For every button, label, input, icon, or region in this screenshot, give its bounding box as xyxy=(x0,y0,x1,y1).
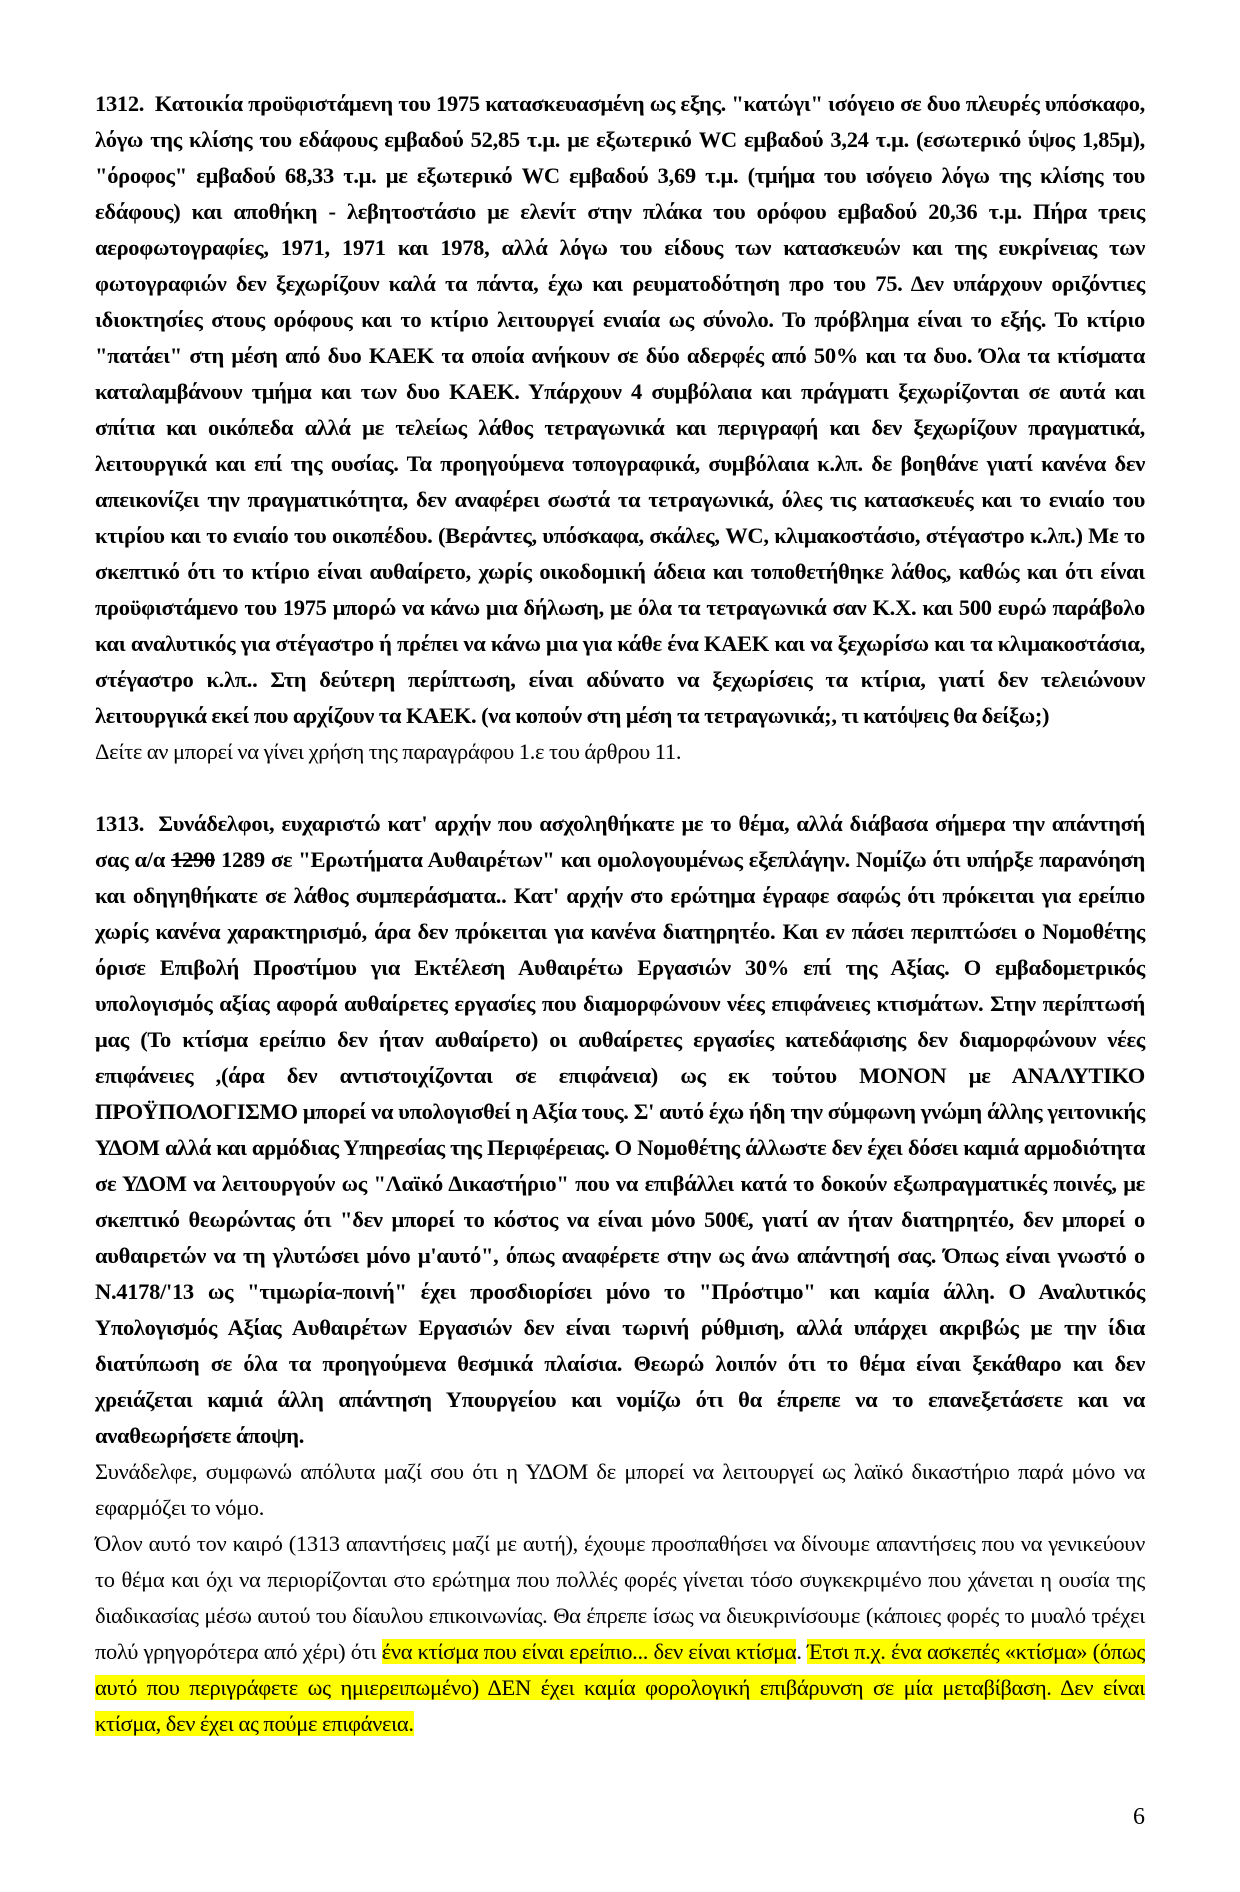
highlighted-text: Έτσι π.χ. ένα ασκεπές «κτίσμα» (όπως αυτό που περιγράφετε ως ημιερειπωμένο) ΔΕΝ έχει καμία φορολογική επιβάρυνση σε μία μεταβίβαση. Δεν είναι κτίσμα, δεν έχει ας πούμε επιφάνεια. xyxy=(95,1639,1145,1736)
entry-1313-question xyxy=(95,806,1145,1454)
question-text: Κατοικία προϋφιστάμενη του 1975 κατασκευασμένη ως εξης. "κατώγι" ισόγειο σε δυο πλευρές υπόσκαφο, λόγω της κλίσης του εδάφους εμβαδού 52,85 τ.μ. με εξωτερικό WC εμβαδού 3,24 τ.μ. (εσωτερικό ύψος 1,85μ), "όροφος" εμβαδού 68,33 τ.μ. με εξωτερικό WC εμβαδού 3,69 τ.μ. (τμήμα του ισόγειο λόγω της κλίσης του εδάφους) και αποθήκη - λεβητοστάσιο με ελενίτ στην πλάκα του ορόφου εμβαδού 20,36 τ.μ. Πήρα τρεις αεροφωτογραφίες, 1971, 1971 και 1978, αλλά λόγω του είδους των κατασκευών και της ευκρίνειας των φωτογραφιών δεν ξεχωρίζουν καλά τα πάντα, έχω και ρευματοδότηση προ του 75. Δεν υπάρχουν οριζόντιες ιδιοκτησίες στους ορόφους και το κτίριο λειτουργεί ενιαία ως σύνολο. Το πρόβλημα είναι το εξής. Το κτίριο "πατάει" στη μέση από δυο ΚΑΕΚ τα οποία ανήκουν σε δύο αδερφές από 50% και τα δυο. Όλα τα κτίσματα καταλαμβάνουν τμήμα και των δυο ΚΑΕΚ. Υπάρχουν 4 συμβόλαια και πράγματι ξεχωρίζονται σε αυτά και σπίτια και οικόπεδα αλλά με τελείως λάθος τετραγωνικά και περιγραφή και δεν ξεχωρίζουν πραγματικά, λειτουργικά και επί της ουσίας. Τα προηγούμενα τοπογραφικά, συμβόλαια κ.λπ. δε βοηθάνε γιατί κανένα δεν απεικονίζει την πραγματικότητα, δεν αναφέρει σωστά τα τετραγωνικά, όλες τις κατασκευές και το ενιαίο του κτιρίου και το ενιαίο του οικοπέδου. (Βεράντες, υπόσκαφα, σκάλες, WC, κλιμακοστάσιο, στέγαστρο κ.λπ.) Με το σκεπτικό ότι το κτίριο είναι αυθαίρετο, χωρίς οικοδομική άδεια και τοποθετήθηκε λάθος, καθώς και ότι είναι προϋφιστάμενο του 1975 μπορώ να κάνω μια δήλωση, με όλα τα τετραγωνικά σαν Κ.Χ. και 500 ευρώ παράβολο και αναλυτικός για στέγαστρο ή πρέπει να κάνω μια για κάθε ένα ΚΑΕΚ και να ξεχωρίσω και τα κλιμακοστάσια, στέγαστρο κ.λπ.. Στη δεύτερη περίπτωση, είναι αδύνατο να ξεχωρίσεις τα κτίρια, γιατί δεν τελειώνουν λειτουργικά εκεί που αρχίζουν τα ΚΑΕΚ. (να κοπούν στη μέση τα τετραγωνικά;, τι κατόψεις θα δείξω;) xyxy=(95,91,1146,728)
entry-1313-answer-1 xyxy=(95,1454,1145,1526)
page-footer xyxy=(95,1802,1145,1832)
answer-text: Συνάδελφε, συμφωνώ απόλυτα μαζί σου ότι η ΥΔΟΜ δε μπορεί να λειτουργεί ως λαϊκό δικαστήριο παρά μόνο να εφαρμόζει το νόμο. xyxy=(95,1459,1145,1520)
entry-number: 1312. xyxy=(95,91,145,116)
spacer xyxy=(95,770,1145,806)
separator: . xyxy=(796,1639,802,1664)
highlighted-text: ένα κτίσμα που είναι ερείπιο... δεν είναι κτίσμα xyxy=(381,1639,797,1664)
answer-text: Δείτε αν μπορεί να γίνει χρήση της παραγράφου 1.ε του άρθρου 11. xyxy=(95,739,682,764)
question-text-part2: 1289 σε "Ερωτήματα Αυθαιρέτων" και ομολογουμένως εξεπλάγην. Νομίζω ότι υπήρξε παρανόηση και οδηγηθήκατε σε λάθος συμπεράσματα.. Κατ' αρχήν στο ερώτημα έγραφε σαφώς ότι πρόκειται για ερείπιο χωρίς κανένα χαρακτηρισμό, άρα δεν πρόκειται για κανένα διατηρητέο. Και εν πάσει περιπτώσει ο Νομοθέτης όρισε Επιβολή Προστίμου για Εκτέλεση Αυθαιρέτω Εργασιών 30% επί της Αξίας. Ο εμβαδομετρικός υπολογισμός αξίας αφορά αυθαίρετες εργασίες που διαμορφώνουν νέες επιφάνειες κτισμάτων. Στην περίπτωσή μας (Το κτίσμα ερείπιο δεν ήταν αυθαίρετο) οι αυθαίρετες εργασίες κατεδάφισης δεν διαμορφώνουν νέες επιφάνειες ,(άρα δεν αντιστοιχίζονται σε επιφάνεια) ως εκ τούτου ΜΟΝΟΝ με ΑΝΑΛΥΤΙΚΟ ΠΡΟΫΠΟΛΟΓΙΣΜΟ μπορεί να υπολογισθεί η Αξία τους. Σ' αυτό έχω ήδη την σύμφωνη γνώμη άλλης γειτονικής ΥΔΟΜ αλλά και αρμόδιας Υπηρεσίας της Περιφέρειας. Ο Νομοθέτης άλλωστε δεν έχει δόσει καμιά αρμοδιότητα σε ΥΔΟΜ να λειτουργούν ως "Λαϊκό Δικαστήριο" που να επιβάλλει κατά το δοκούν εξωπραγματικές ποινές, με σκεπτικό θεωρώντας ότι "δεν μπορεί το κόστος να είναι μόνο 500€, γιατί αν ήταν διατηρητέο, δεν μπορεί ο αυθαιρετών να τη γλυτώσει μόνο μ'αυτό", όπως αναφέρετε στην ως άνω απάντησή σας. Όπως είναι γνωστό ο Ν.4178/'13 ως "τιμωρία-ποινή" έχει προσδιορίσει μόνο το "Πρόστιμο" και καμία άλλη. Ο Αναλυτικός Υπολογισμός Αξίας Αυθαιρέτων Εργασιών δεν είναι τωρινή ρύθμιση, αλλά υπάρχει ακριβώς με την ίδια διατύπωση σε όλα τα προηγούμενα θεσμικά πλαίσια. Θεωρώ λοιπόν ότι το θέμα είναι ξεκάθαρο και δεν χρειάζεται καμιά άλλη απάντηση Υπουργείου και νομίζω ότι θα έπρεπε να το επανεξετάσετε και να αναθεωρήσετε άποψη. xyxy=(95,847,1146,1448)
entry-1312-answer xyxy=(95,734,1145,770)
struck-reference-number: 1290 xyxy=(171,847,215,872)
answer-text: Όλον αυτό τον καιρό (1313 απαντήσεις μαζί με αυτή), έχουμε προσπαθήσει να δίνουμε απαντήσεις που να γενικεύουν το θέμα και όχι να περιορίζονται στο ερώτημα που πολλές φορές γίνεται τόσο συγκεκριμένο που χάνεται η ουσία της διαδικασίας μέσω αυτού του δίαυλου επικοινωνίας. Θα έπρεπε ίσως να διευκρινίσουμε (κάποιες φορές το μυαλό τρέχει πολύ γρηγορότερα από χέρι) ότι xyxy=(95,1531,1145,1664)
entry-1313-answer-2 xyxy=(95,1526,1145,1742)
entry-1312-question xyxy=(95,86,1145,734)
question-text-part1: Συνάδελφοι, ευχαριστώ κατ' αρχήν που ασχοληθήκατε με το θέμα, αλλά διάβασα σήμερα την απάντησή σας α/α xyxy=(95,811,1145,872)
entry-number: 1313. xyxy=(95,811,145,836)
page-number: 6 xyxy=(1133,1804,1145,1830)
